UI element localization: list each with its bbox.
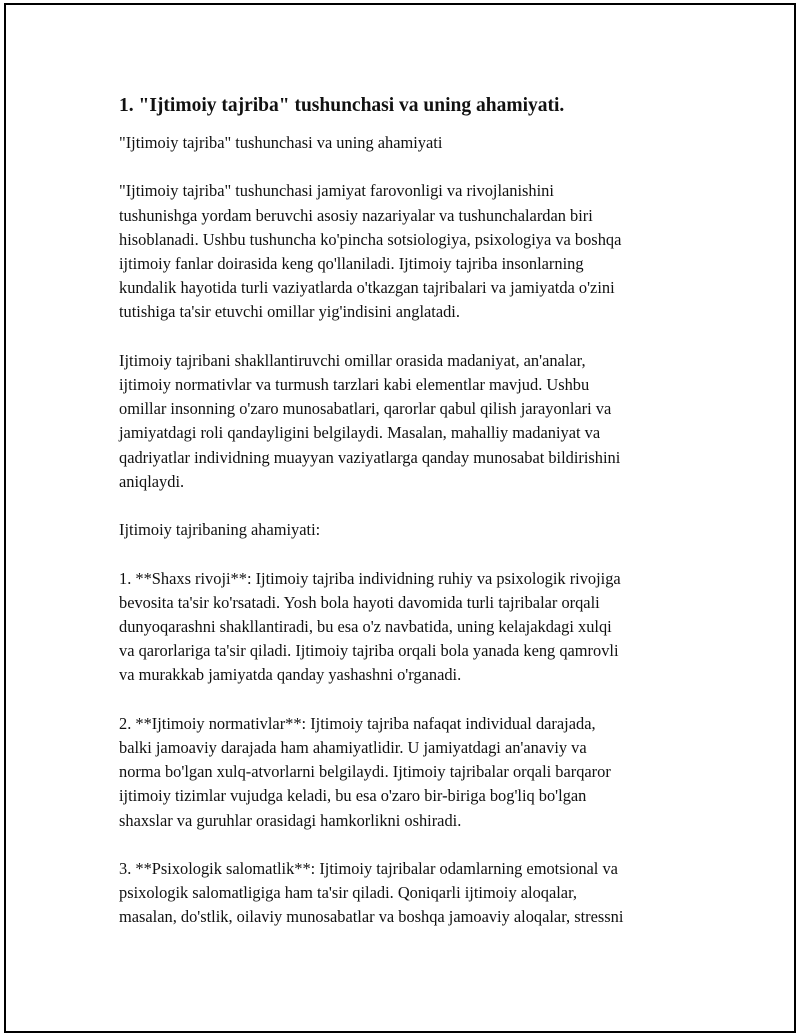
- text-line: ijtimoiy normativlar va turmush tarzlari kabi elementlar mavjud. Ushbu: [119, 375, 590, 394]
- text-line: masalan, do'stlik, oilaviy munosabatlar va boshqa jamoaviy aloqalar, stressni: [119, 907, 624, 927]
- section-heading: 1. "Ijtimoiy tajriba" tushunchasi va uning ahamiyati.: [119, 95, 565, 116]
- text-line: dunyoqarashni shakllantiradi, bu esa o'z navbatida, uning kelajakdagi xulqi: [119, 617, 612, 636]
- text-line: bevosita ta'sir ko'rsatadi. Yosh bola hayoti davomida turli tajribalar orqali: [119, 592, 600, 612]
- text-line: jamiyatdagi roli qandayligini belgilaydi. Masalan, mahalliy madaniyat va: [119, 423, 601, 443]
- list-item-3-paragraph: [119, 857, 699, 930]
- text-line: 3. **Psixologik salomatlik**: Ijtimoiy tajribalar odamlarning emotsional va: [119, 859, 618, 878]
- factors-paragraph: [119, 349, 699, 494]
- text-line: aniqlaydi.: [119, 471, 185, 491]
- text-line: va murakkab jamiyatda qanday yashashni o'rganadi.: [119, 665, 462, 685]
- text-line: hisoblanadi. Ushbu tushuncha ko'pincha sotsiologiya, psixologiya va boshqa: [119, 229, 622, 249]
- text-line: omillar insonning o'zaro munosabatlari, qarorlar qabul qilish jarayonlari va: [119, 399, 612, 419]
- text-line: ijtimoiy fanlar doirasida keng qo'llaniladi. Ijtimoiy tajriba insonlarning: [119, 254, 584, 273]
- text-line: tutishiga ta'sir etuvchi omillar yig'indisini anglatadi.: [119, 302, 460, 322]
- text-line: va qarorlariga ta'sir qiladi. Ijtimoiy tajriba orqali bola yanada keng qamrovli: [119, 641, 619, 661]
- text-line: Ijtimoiy tajribani shakllantiruvchi omillar orasida madaniyat, an'analar,: [119, 350, 586, 370]
- text-line: Ijtimoiy tajribaning ahamiyati:: [119, 520, 321, 540]
- document-page: [4, 3, 796, 1033]
- list-item-1-paragraph: [119, 567, 699, 688]
- text-line: 2. **Ijtimoiy normativlar**: Ijtimoiy tajriba nafaqat individual darajada,: [119, 713, 596, 733]
- document-body: [119, 93, 699, 954]
- text-line: 1. **Shaxs rivoji**: Ijtimoiy tajriba individning ruhiy va psixologik rivojiga: [119, 568, 621, 588]
- text-line: qadriyatlar individning muayyan vaziyatlarga qanday munosabat bildirishini: [119, 447, 621, 467]
- text-line: tushunishga yordam beruvchi asosiy nazariyalar va tushunchalardan biri: [119, 205, 593, 225]
- text-line: "Ijtimoiy tajriba" tushunchasi jamiyat farovonligi va rivojlanishini: [119, 181, 554, 201]
- text-line: shaxslar va guruhlar orasidagi hamkorlikni oshiradi.: [119, 810, 462, 830]
- importance-label-paragraph: [119, 518, 699, 542]
- text-line: ijtimoiy tizimlar vujudga keladi, bu esa o'zaro bir-biriga bog'liq bo'lgan: [119, 786, 587, 806]
- text-line: balki jamoaviy darajada ham ahamiyatlidir. U jamiyatdagi an'anaviy va: [119, 738, 587, 757]
- text-line: psixologik salomatligiga ham ta'sir qiladi. Qoniqarli ijtimoiy aloqalar,: [119, 883, 577, 903]
- text-line: kundalik hayotida turli vaziyatlarda o'tkazgan tajribalari va jamiyatda o'zini: [119, 278, 615, 298]
- subtitle-paragraph: [119, 131, 699, 155]
- text-line: "Ijtimoiy tajriba" tushunchasi va uning ahamiyati: [119, 133, 443, 152]
- list-item-2-paragraph: [119, 712, 699, 833]
- intro-paragraph: [119, 179, 699, 324]
- text-line: norma bo'lgan xulq-atvorlarni belgilaydi. Ijtimoiy tajribalar orqali barqaror: [119, 762, 611, 782]
